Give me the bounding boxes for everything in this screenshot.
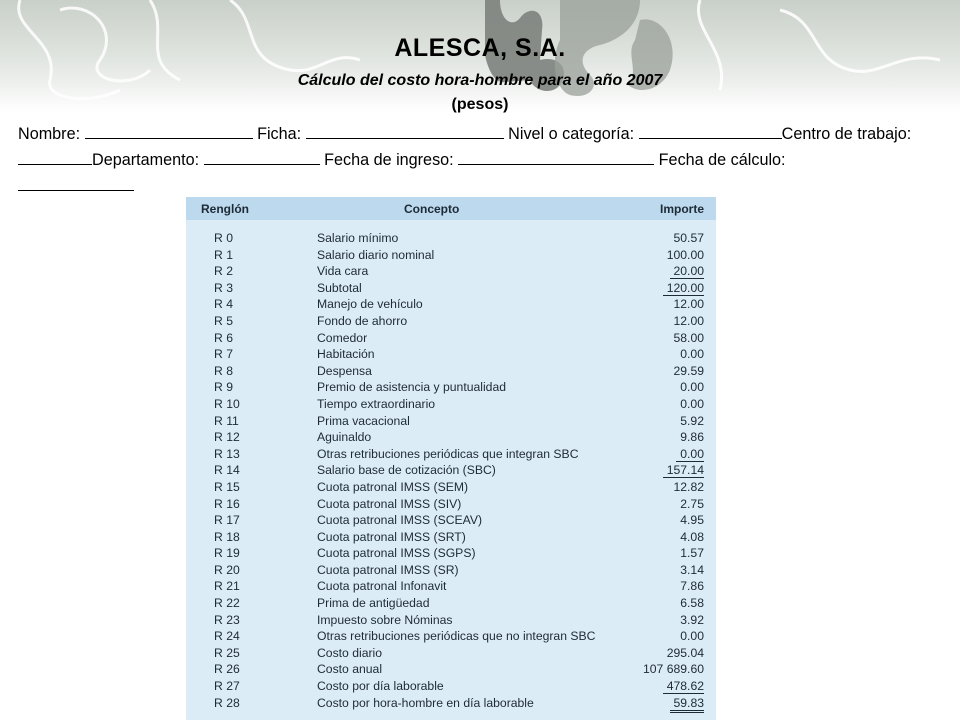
table-row (186, 230, 716, 247)
header-concept: Concepto (404, 202, 460, 216)
ficha-blank (306, 124, 504, 139)
table-row (186, 578, 716, 595)
row-amount: 100.00 (666, 247, 704, 262)
table-row (186, 346, 716, 363)
row-concept: Comedor (317, 330, 368, 345)
row-amount: 1.57 (680, 546, 704, 561)
row-code: R 28 (214, 695, 240, 710)
row-concept: Salario diario nominal (317, 247, 435, 262)
row-amount: 7.86 (680, 579, 704, 594)
row-amount: 3.14 (680, 562, 704, 577)
departamento-blank (204, 150, 320, 165)
table-row (186, 529, 716, 546)
table-row (186, 695, 716, 712)
row-concept: Costo diario (317, 645, 383, 660)
departamento-label: Departamento: (92, 151, 200, 169)
row-concept: Salario base de cotización (SBC) (317, 463, 496, 478)
row-code: R 18 (214, 529, 240, 544)
table-row (186, 678, 716, 695)
row-concept: Otras retribuciones periódicas que no integran SBC (317, 629, 596, 644)
row-amount: 107 689.60 (643, 662, 704, 677)
document-subtitle: Cálculo del costo hora-hombre para el año 2007 (297, 72, 663, 89)
nivel-label: Nivel o categoría: (508, 125, 635, 143)
row-amount: 5.92 (680, 413, 704, 428)
row-amount: 12.00 (673, 297, 704, 312)
row-code: R 17 (214, 513, 240, 528)
nombre-blank (85, 124, 253, 139)
row-code: R 20 (214, 562, 240, 577)
row-amount: 0.00 (680, 347, 704, 362)
row-concept: Fondo de ahorro (317, 313, 408, 328)
row-concept: Cuota patronal IMSS (SR) (317, 562, 459, 577)
row-code: R 2 (214, 264, 233, 279)
row-concept: Costo por día laborable (317, 679, 444, 694)
row-concept: Aguinaldo (317, 430, 372, 445)
row-concept: Habitación (317, 347, 375, 362)
row-code: R 12 (214, 430, 240, 445)
row-concept: Cuota patronal IMSS (SGPS) (317, 546, 476, 561)
fecha-calculo-blank (18, 176, 134, 191)
row-code: R 15 (214, 479, 240, 494)
units-label: (pesos) (451, 96, 509, 113)
row-amount: 50.57 (673, 231, 704, 245)
row-concept: Salario mínimo (317, 231, 399, 245)
table-row (186, 429, 716, 446)
table-row (186, 247, 716, 264)
row-concept: Despensa (317, 363, 372, 378)
fecha-ingreso-label: Fecha de ingreso: (324, 151, 454, 169)
row-concept: Impuesto sobre Nóminas (317, 612, 453, 627)
row-code: R 8 (214, 363, 233, 378)
row-code: R 5 (214, 313, 233, 328)
nivel-blank (639, 124, 782, 139)
table-row (186, 595, 716, 612)
row-concept: Cuota patronal IMSS (SCEAV) (317, 513, 483, 528)
row-code: R 4 (214, 297, 233, 312)
row-code: R 21 (214, 579, 240, 594)
row-code: R 1 (214, 247, 233, 262)
row-code: R 6 (214, 330, 233, 345)
row-concept: Subtotal (317, 280, 362, 295)
table-row (186, 479, 716, 496)
cost-table (186, 197, 716, 720)
row-amount: 59.83 (670, 696, 705, 713)
row-amount: 12.82 (673, 479, 704, 494)
row-concept: Premio de asistencia y puntualidad (317, 380, 507, 395)
row-concept: Otras retribuciones periódicas que integran SBC (317, 446, 579, 461)
fecha-calculo-label: Fecha de cálculo: (658, 151, 786, 169)
row-amount: 12.00 (673, 313, 704, 328)
row-amount: 0.00 (680, 396, 704, 411)
table-row (186, 379, 716, 396)
row-amount: 58.00 (673, 330, 704, 345)
row-code: R 11 (214, 413, 239, 428)
row-code: R 19 (214, 546, 240, 561)
table-row (186, 612, 716, 629)
fecha-ingreso-blank (458, 150, 654, 165)
row-concept: Cuota patronal IMSS (SEM) (317, 479, 469, 494)
row-code: R 27 (214, 679, 240, 694)
row-amount: 157.14 (663, 463, 704, 478)
table-row (186, 628, 716, 645)
row-code: R 14 (214, 463, 240, 478)
table-row (186, 363, 716, 380)
table-row (186, 396, 716, 413)
row-code: R 25 (214, 645, 240, 660)
row-concept: Cuota patronal IMSS (SIV) (317, 496, 462, 511)
table-body (186, 220, 716, 711)
row-amount: 295.04 (666, 645, 704, 660)
table-row (186, 645, 716, 662)
row-amount: 120.00 (663, 281, 704, 296)
row-concept: Costo por hora-hombre en día laborable (317, 695, 534, 710)
table-row (186, 512, 716, 529)
row-code: R 9 (214, 380, 233, 395)
row-code: R 23 (214, 612, 240, 627)
table-row (186, 545, 716, 562)
row-code: R 22 (214, 596, 240, 611)
row-code: R 24 (214, 629, 240, 644)
table-header (186, 197, 716, 220)
header-code: Renglón (201, 202, 249, 216)
nombre-label: Nombre: (18, 125, 81, 143)
row-amount: 0.00 (680, 629, 704, 644)
row-amount: 29.59 (673, 363, 704, 378)
row-code: R 13 (214, 446, 240, 461)
row-concept: Tiempo extraordinario (317, 396, 436, 411)
row-code: R 10 (214, 396, 240, 411)
row-amount: 4.95 (680, 513, 704, 528)
header-amount: Importe (659, 202, 704, 216)
ficha-label: Ficha: (257, 125, 302, 143)
row-concept: Prima de antigüedad (317, 596, 430, 611)
table-row (186, 496, 716, 513)
table-row (186, 330, 716, 347)
row-amount: 9.86 (680, 430, 704, 445)
table-row (186, 313, 716, 330)
table-row (186, 661, 716, 678)
row-concept: Manejo de vehículo (317, 297, 423, 312)
company-title: ALESCA, S.A. (394, 34, 566, 62)
row-concept: Vida cara (317, 264, 369, 279)
row-amount: 0.00 (676, 447, 704, 462)
table-row (186, 280, 716, 297)
row-concept: Cuota patronal Infonavit (317, 579, 447, 594)
centro-blank (18, 150, 92, 165)
row-amount: 478.62 (663, 679, 704, 694)
table-row (186, 296, 716, 313)
row-amount: 6.58 (680, 596, 704, 611)
row-amount: 3.92 (680, 612, 704, 627)
row-code: R 26 (214, 662, 240, 677)
table-row (186, 446, 716, 463)
row-code: R 16 (214, 496, 240, 511)
row-concept: Cuota patronal IMSS (SRT) (317, 529, 466, 544)
row-code: R 7 (214, 347, 233, 362)
row-amount: 0.00 (680, 380, 704, 395)
table-row (186, 413, 716, 430)
row-amount: 4.08 (680, 529, 704, 544)
employee-form (18, 121, 948, 199)
table-row (186, 562, 716, 579)
row-code: R 3 (214, 280, 233, 295)
row-code: R 0 (214, 231, 233, 245)
row-amount: 20.00 (670, 264, 705, 279)
row-concept: Costo anual (317, 662, 383, 677)
row-concept: Prima vacacional (317, 413, 410, 428)
table-row (186, 263, 716, 280)
row-amount: 2.75 (680, 496, 704, 511)
table-row (186, 462, 716, 479)
centro-label: Centro de trabajo: (781, 125, 912, 143)
